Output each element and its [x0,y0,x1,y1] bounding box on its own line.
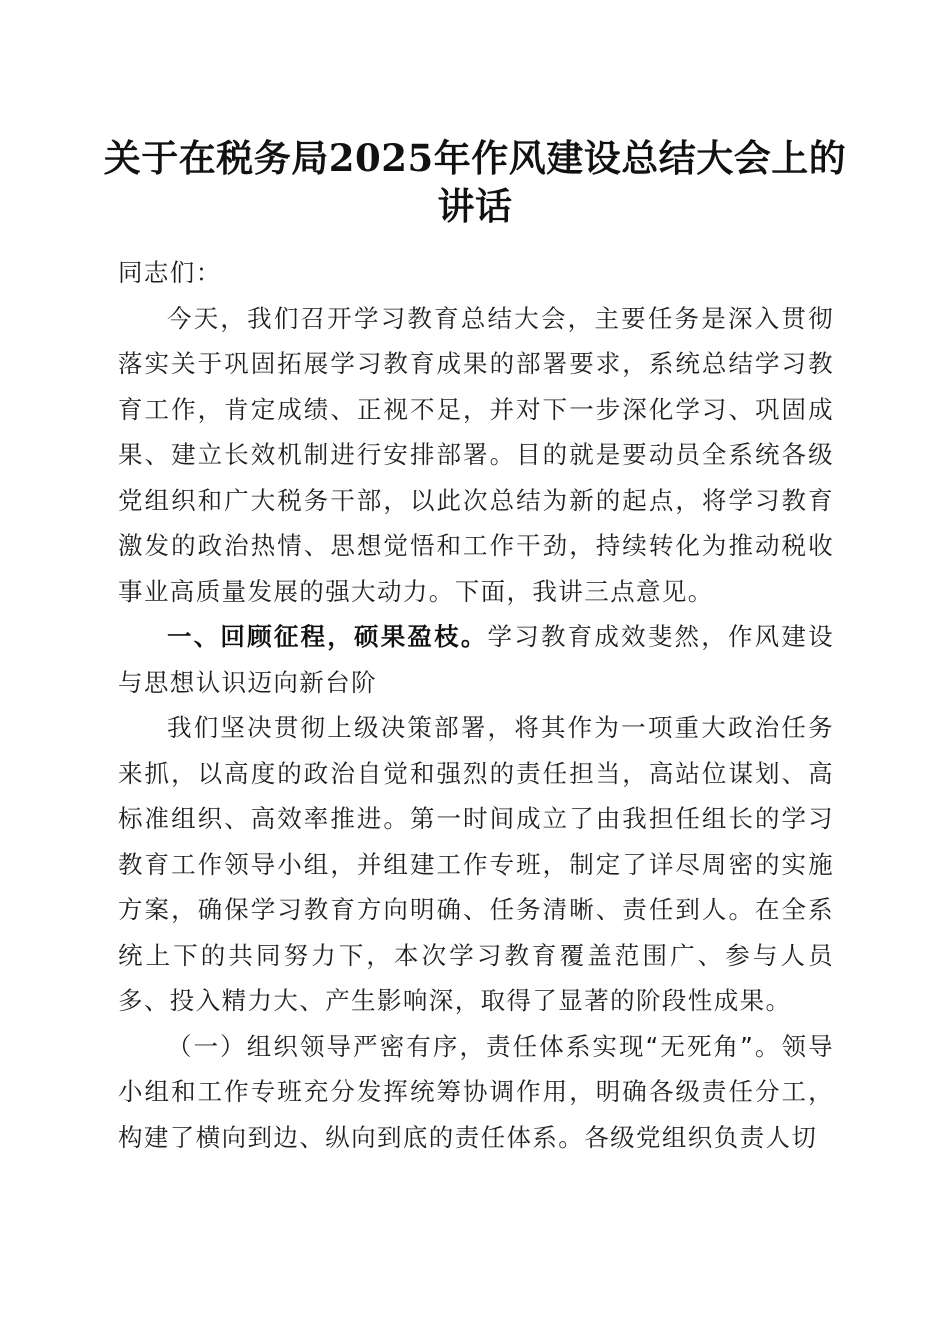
paragraph-intro: 今天，我们召开学习教育总结大会，主要任务是深入贯彻落实关于巩固拓展学习教育成果的部署要求，系统总结学习教育工作，肯定成绩、正视不足，并对下一步深化学习、巩固成果、建立长效机制进行安排部署。目的就是要动员全系统各级党组织和广大税务干部，以此次总结为新的起点，将学习教育激发的政治热情、思想觉悟和工作干劲，持续转化为推动税收事业高质量发展的强大动力。下面，我讲三点意见。 [118,303,834,606]
document-body [118,250,834,1160]
section-one-paragraph [118,614,834,705]
paragraph-review: 我们坚决贯彻上级决策部署，将其作为一项重大政治任务来抓，以高度的政治自觉和强烈的责任担当，高站位谋划、高标准组织、高效率推进。第一时间成立了由我担任组长的学习教育工作领导小组，并组建工作专班，制定了详尽周密的实施方案，确保学习教育方向明确、任务清晰、责任到人。在全系统上下的共同努力下，本次学习教育覆盖范围广、参与人员多、投入精力大、产生影响深，取得了显著的阶段性成果。 [118,713,834,1015]
section-one-heading: 一、回顾征程，硕果盈枝。 [167,622,488,651]
section-one-text: 学习教育成效斐然，作风建设与思想认识迈向新台阶 [118,622,834,697]
paragraph-subsection-one: （一）组织领导严密有序，责任体系实现“无死角”。领导小组和工作专班充分发挥统筹协调作用，明确各级责任分工，构建了横向到边、纵向到底的责任体系。各级党组织负责人切 [118,1031,834,1152]
document-title: 关于在税务局2025年作风建设总结大会上的讲话 [103,136,847,228]
salutation: 同志们： [118,258,222,287]
